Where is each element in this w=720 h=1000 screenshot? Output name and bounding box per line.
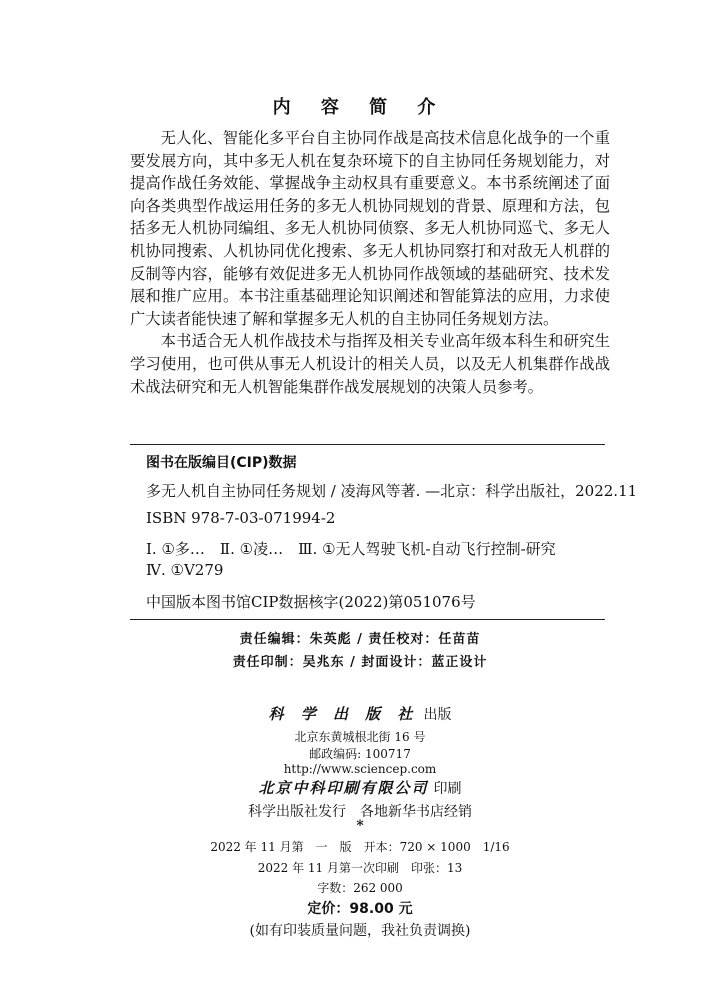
publisher-address: 北京东黄城根北街 16 号 bbox=[294, 730, 426, 744]
distribution: 科学出版社发行 各地新华书店经销 bbox=[248, 804, 472, 820]
printer-suffix: 印刷 bbox=[433, 781, 462, 797]
intro-paragraph-2: 本书适合无人机作战技术与指挥及相关专业高年级本科生和研究生学习使用，也可供从事无人机设计的相关人员，以及无人机集群作战战术战法研究和无人机智能集群作战发展规划的决策人员参考。 bbox=[130, 332, 610, 396]
production-credits: 责任印制：吴兆东 / 封面设计：蓝正设计 bbox=[232, 655, 488, 670]
publisher-name: 科 学 出 版 社 bbox=[268, 705, 419, 723]
cip-classification-number: Ⅳ. ①V279 bbox=[146, 561, 224, 579]
cip-record-number: 中国版本图书馆CIP数据核字(2022)第051076号 bbox=[146, 593, 476, 611]
publisher-line bbox=[0, 703, 720, 724]
cip-title-line: 多无人机自主协同任务规划 / 凌海风等著. —北京：科学出版社，2022.11 bbox=[146, 482, 638, 500]
cip-heading: 图书在版编目(CIP)数据 bbox=[146, 455, 297, 471]
separator-star: * bbox=[356, 818, 364, 834]
printer-line bbox=[0, 777, 720, 798]
publisher-suffix: 出版 bbox=[423, 707, 452, 723]
price: 定价：98.00 元 bbox=[307, 901, 413, 917]
publisher-url: http://www.sciencep.com bbox=[283, 762, 437, 776]
quality-notice: (如有印装质量问题，我社负责调换) bbox=[249, 923, 471, 939]
page-title: 内 容 简 介 bbox=[272, 97, 448, 118]
postcode: 邮政编码: 100717 bbox=[309, 747, 411, 761]
printing-info: 2022 年 11 月第一次印刷 印张：13 bbox=[257, 861, 463, 875]
intro-paragraph-1: 无人化、智能化多平台自主协同作战是高技术信息化战争的一个重要发展方向，其中多无人机在复杂环境下的自主协同任务规划能力，对提高作战任务效能、掌握战争主动权具有重要意义。本书系统阐述了面向各类典型作战运用任务的多无人机协同规划的背景、原理和方法，包括多无人机协同编组、多无人机协同侦察、多无人机协同巡弋、多无人机协同搜索、人机协同优化搜索、多无人机协同察打和对敌无人机群的反制等内容，能够有效促进多无人机协同作战领域的基础研究、技术发展和推广应用。本书注重基础理论知识阐述和智能算法的应用，力求使广大读者能快速了解和掌握多无人机的自主协同任务规划方法。 bbox=[130, 129, 610, 328]
printer-name: 北京中科印刷有限公司 bbox=[258, 779, 429, 797]
intro-body bbox=[130, 127, 610, 398]
cip-classification: Ⅰ. ①多… Ⅱ. ①凌… Ⅲ. ①无人驾驶飞机-自动飞行控制-研究 bbox=[146, 540, 556, 558]
word-count: 字数：262 000 bbox=[317, 881, 403, 895]
edition-info: 2022 年 11 月第 一 版 开本：720 × 1000 1/16 bbox=[210, 840, 510, 854]
cip-isbn: ISBN 978-7-03-071994-2 bbox=[146, 509, 336, 527]
editor-credits: 责任编辑：朱英彪 / 责任校对：任苗苗 bbox=[239, 632, 481, 647]
cip-top-rule bbox=[130, 444, 605, 445]
cip-bottom-rule bbox=[130, 619, 605, 620]
